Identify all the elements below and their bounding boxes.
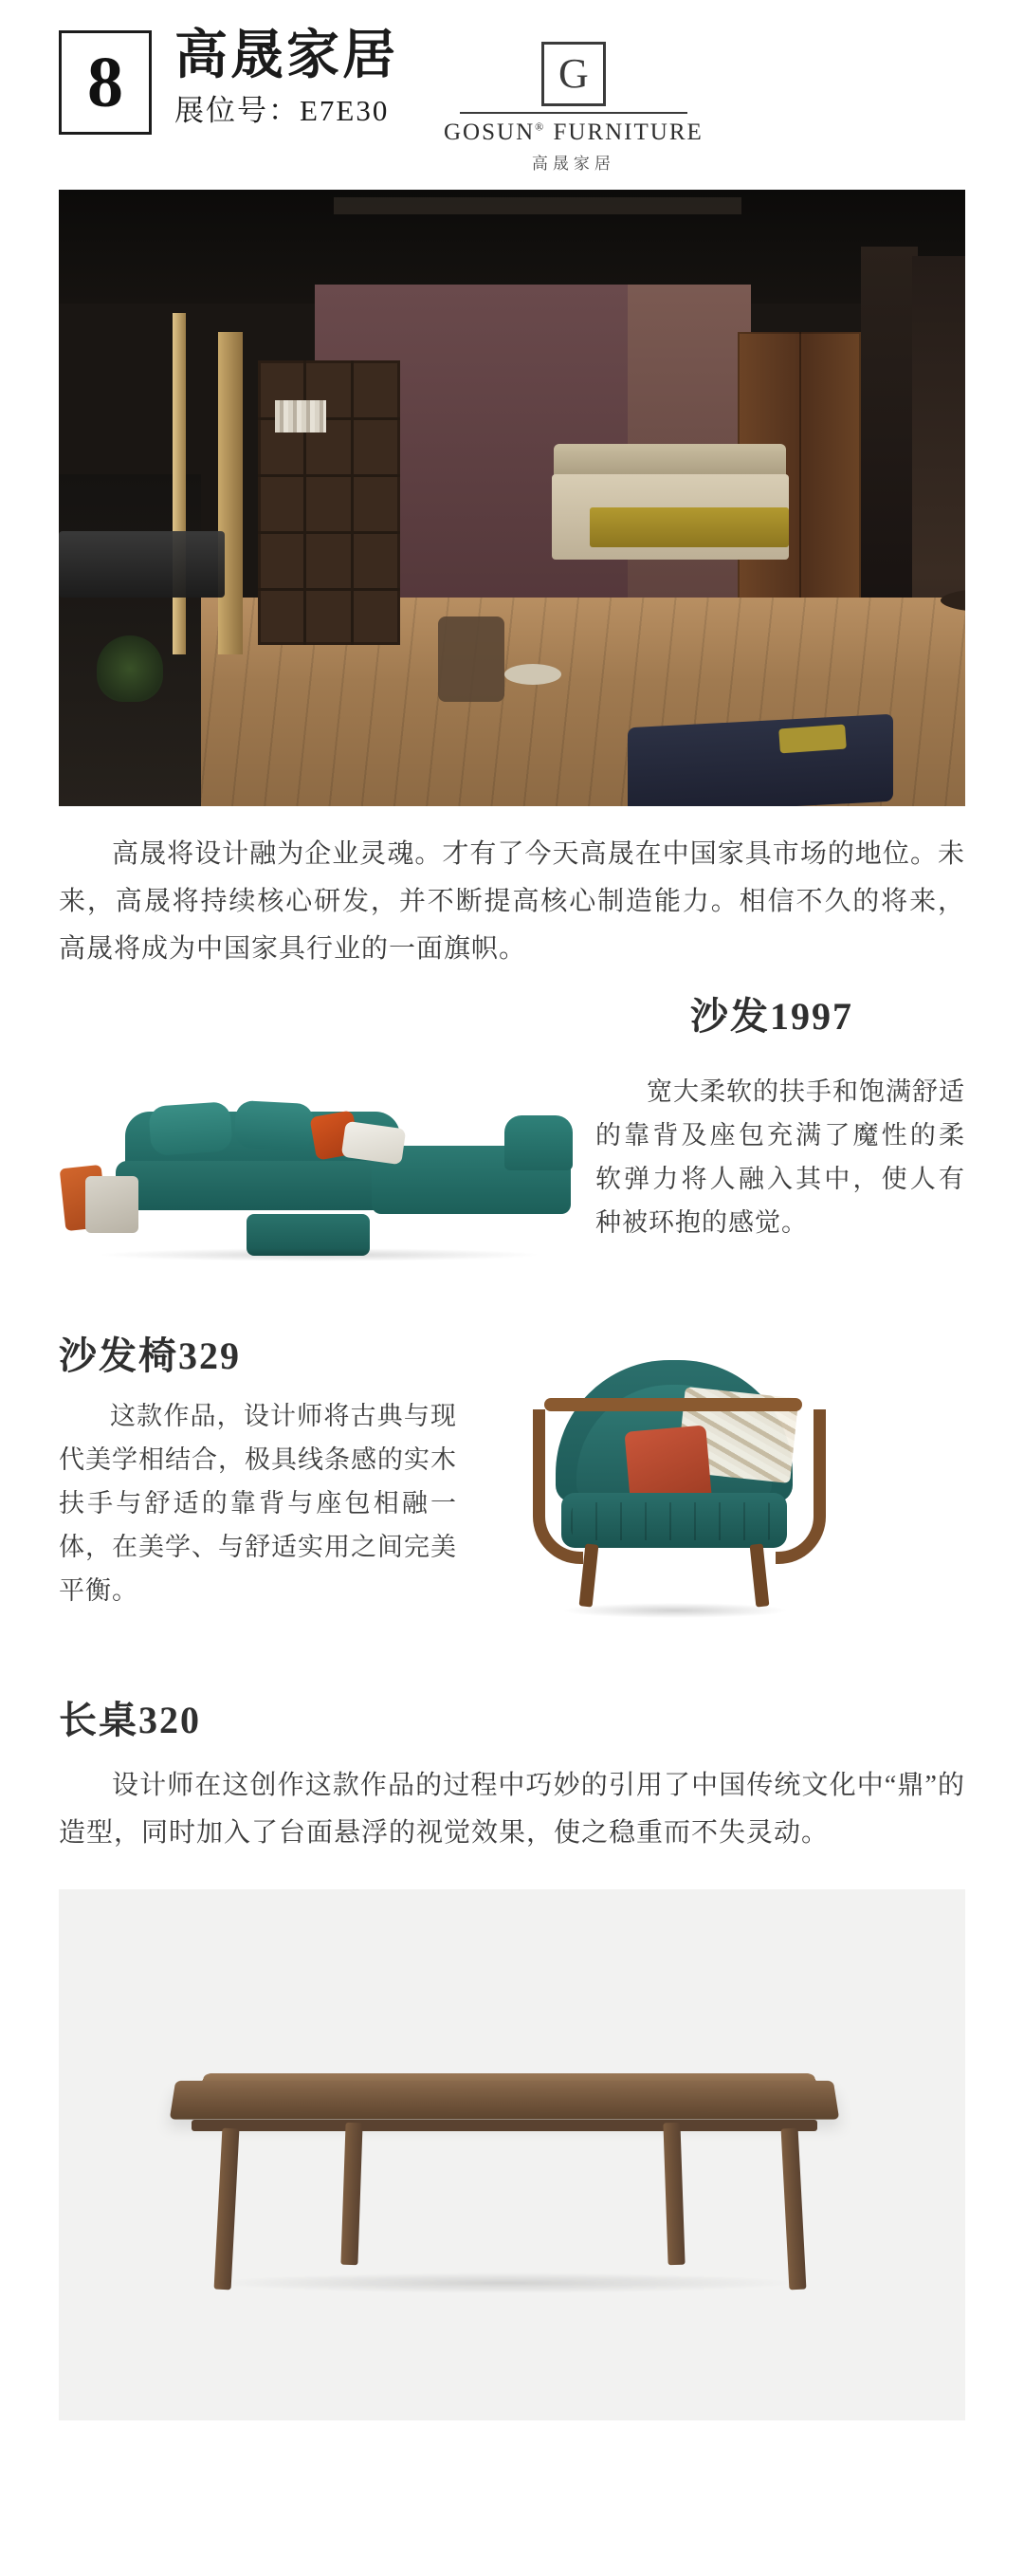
logo-g-icon xyxy=(541,42,606,106)
product-image-3 xyxy=(59,1889,965,2420)
product-desc-1: 宽大柔软的扶手和饱满舒适的靠背及座包充满了魔性的柔软弹力将人融入其中，使人有种被环抱的感觉。 xyxy=(595,1077,965,1237)
teal-leather-armchair-illustration xyxy=(495,1335,855,1648)
product-title-3: 长桌320 xyxy=(59,1699,201,1741)
rank-number: 8 xyxy=(87,43,123,122)
logo-wordmark xyxy=(444,120,704,146)
product-section-sofa-chair-329 xyxy=(0,1335,1024,1648)
logo-divider xyxy=(460,112,687,114)
product-title-2: 沙发椅329 xyxy=(59,1334,241,1377)
photo-round-side-table xyxy=(504,664,561,685)
brand-name: 高晟家居 xyxy=(174,27,398,85)
photo-ceiling-light xyxy=(334,197,741,214)
logo-word-en: FURNITURE xyxy=(553,120,704,145)
product-title-1: 沙发1997 xyxy=(690,995,853,1038)
product-desc-3: 设计师在这创作这款作品的过程中巧妙的引用了中国传统文化中“鼎”的造型，同时加入了台面悬浮的视觉效果，使之稳重而不失灵动。 xyxy=(59,1771,965,1848)
photo-brass-post xyxy=(218,332,243,654)
photo-right-wall xyxy=(861,247,918,654)
logo-registered-mark: ® xyxy=(535,120,546,134)
logo-name-en: GOSUN xyxy=(444,120,536,145)
teal-sectional-sofa-illustration xyxy=(59,1055,590,1292)
intro-paragraph: 高晟将设计融为企业灵魂。才有了今天高晟在中国家具市场的地位。未来，高晟将持续核心研发，并不断提高核心制造能力。相信不久的将来，高晟将成为中国家具行业的一面旗帜。 xyxy=(59,839,965,964)
rank-badge xyxy=(59,30,152,135)
photo-brass-post-2 xyxy=(173,313,186,654)
brand-block xyxy=(174,27,398,127)
photo-plant xyxy=(97,635,163,702)
brand-logo xyxy=(444,42,704,174)
bottom-spacer xyxy=(0,2420,1024,2458)
logo-mark-letter: G xyxy=(558,50,589,97)
wood-arm-right xyxy=(776,1409,826,1564)
photo-accent-chair xyxy=(438,616,504,702)
product-section-sofa-1997 xyxy=(0,996,1024,1292)
article-header xyxy=(0,0,1024,178)
logo-name-cn: 高晟家居 xyxy=(531,155,615,173)
photo-books xyxy=(275,400,326,432)
photo-sofa-cushion xyxy=(778,725,847,754)
walnut-long-dining-table-illustration xyxy=(59,1889,965,2420)
photo-bed-blanket xyxy=(590,507,789,547)
showroom-photo xyxy=(59,190,965,806)
photo-navy-sofa xyxy=(628,714,893,806)
wood-arm-left xyxy=(533,1409,583,1564)
photo-glass-table xyxy=(59,531,225,598)
product-desc-2: 这款作品，设计师将古典与现代美学相结合，极具线条感的实木扶手与舒适的靠背与座包相融一体，在美学、与舒适实用之间完美平衡。 xyxy=(59,1402,457,1605)
product-image-1 xyxy=(59,1055,590,1292)
product-image-2 xyxy=(495,1335,855,1648)
booth-number: 展位号：E7E30 xyxy=(174,94,390,127)
product-section-long-table-320 xyxy=(0,1700,1024,2420)
